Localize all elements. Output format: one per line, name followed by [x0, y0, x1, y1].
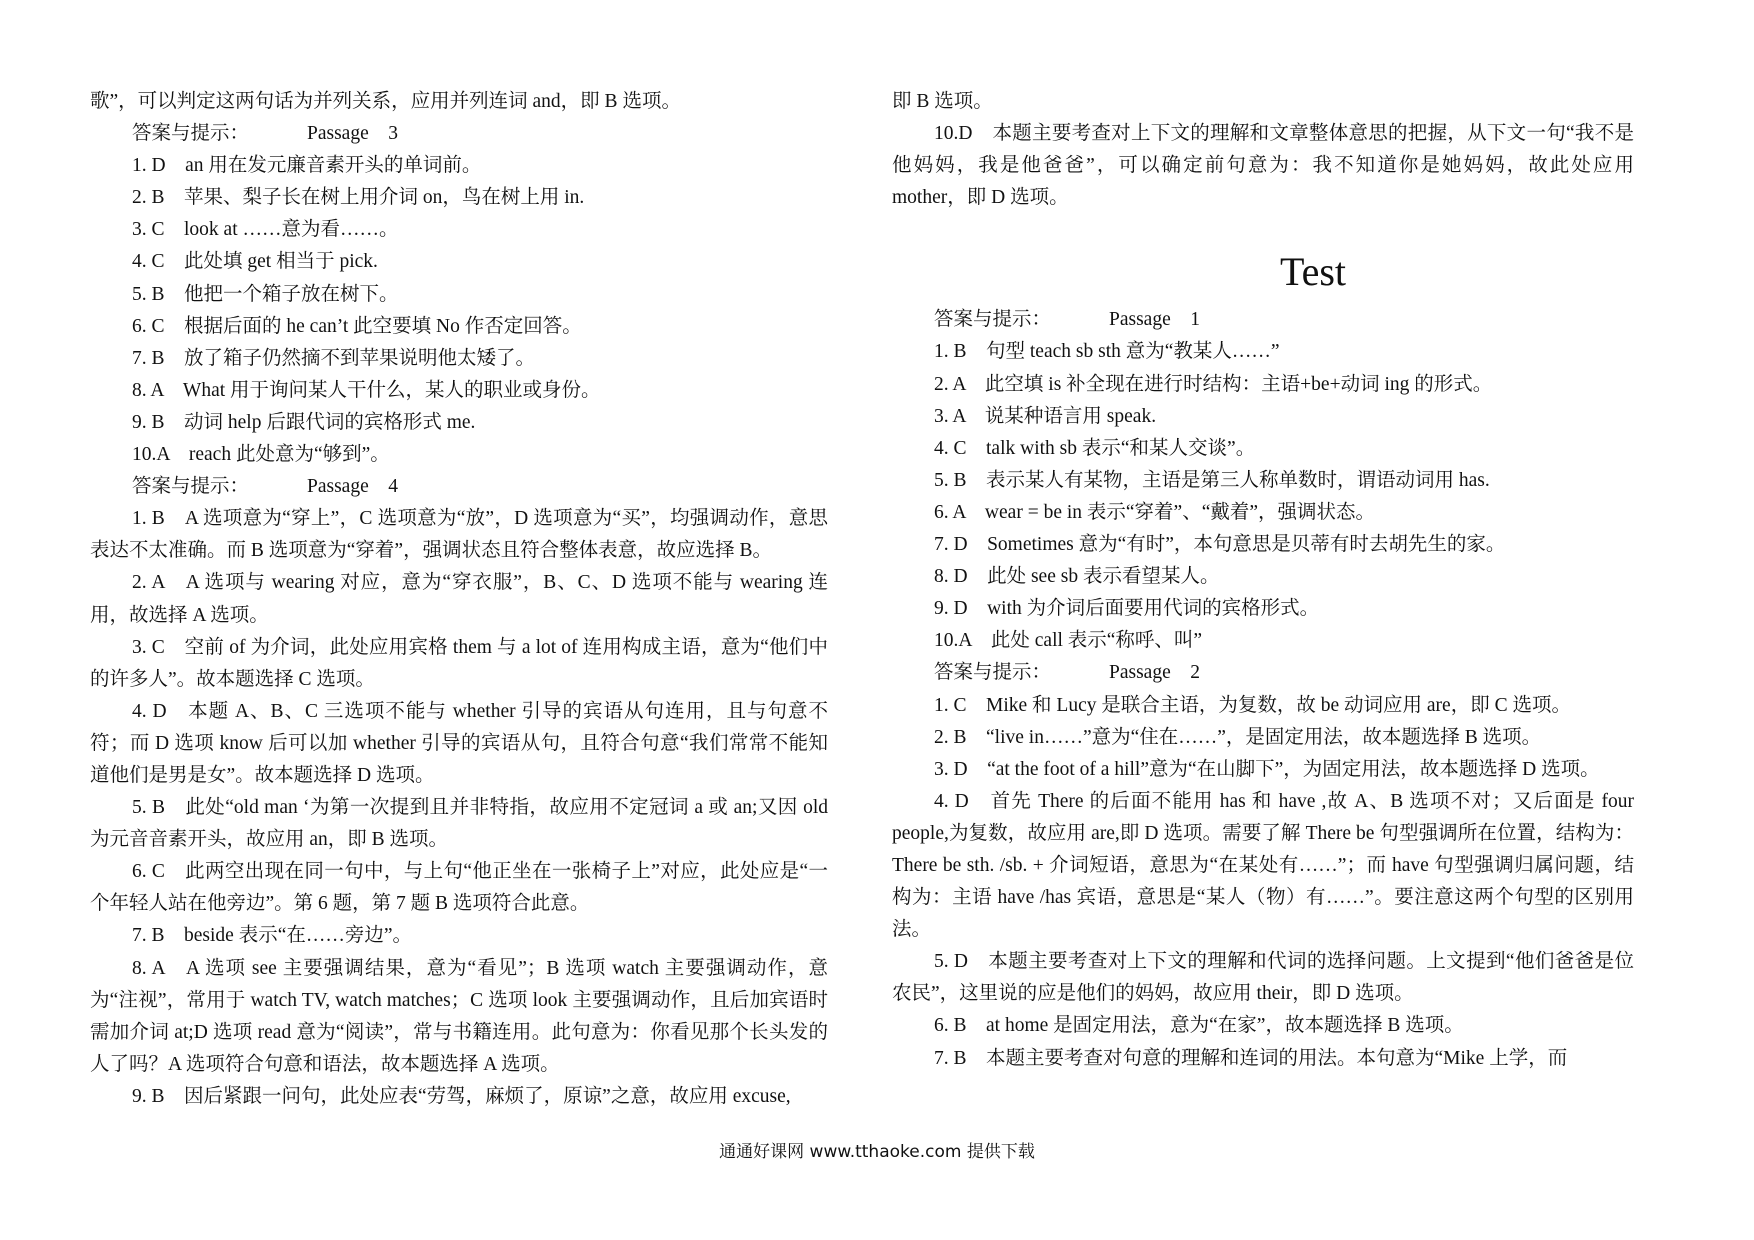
answer-paragraph: 4. D 首先 There 的后面不能用 has 和 have ,故 A、B 选项不对；又后面是 four people,为复数，故应用 are,即 D 选项。需要了解 There be 句型强调所在位置，结构为：There be sth. /sb. + 介词短语，意思为“在某处有……”；而 have 句型强调归属问题，结构为：主语 have /has 宾语，意思是“某人（物）有……”。要注意这两个句型的区别用法。 — [892, 790, 1634, 941]
heading-label: 答案与提示： — [132, 476, 250, 498]
answer-heading-passage-3 — [90, 118, 828, 150]
answer-item: 8. D 此处 see sb 表示看望某人。 — [934, 566, 1220, 588]
answer-item: 9. D with 为介词后面要用代词的宾格形式。 — [934, 598, 1320, 620]
heading-passage: Passage 1 — [1109, 309, 1200, 331]
answer-paragraph: 7. B 本题主要考查对句意的理解和连词的用法。本句意为“Mike 上学，而 — [934, 1047, 1568, 1069]
answer-item: 10.A 此处 call 表示“称呼、叫” — [934, 630, 1203, 652]
answer-paragraph: 3. C 空前 of 为介词，此处应用宾格 them 与 a lot of 连用构成主语，意为“他们中的许多人”。故本题选择 C 选项。 — [90, 636, 828, 690]
answer-item: 9. B 动词 help 后跟代词的宾格形式 me. — [132, 411, 476, 433]
answer-paragraph: 5. B 此处“old man ‘为第一次提到且并非特指，故应用不定冠词 a 或 an;又因 old 为元音音素开头，故应用 an，即 B 选项。 — [90, 797, 828, 851]
answer-item: 3. A 说某种语言用 speak. — [934, 405, 1157, 427]
answer-item: 2. B “live in……”意为“住在……”，是固定用法，故本题选择 B 选项。 — [934, 726, 1542, 748]
answer-paragraph: 4. D 本题 A、B、C 三选项不能与 whether 引导的宾语从句连用，且与句意不符；而 D 选项 know 后可以加 whether 引导的宾语从句，且符合句意“我们常常不能知道他们是男是女”。故本题选择 D 选项。 — [90, 700, 828, 786]
continuation-line: 即 B 选项。 — [892, 91, 993, 112]
answer-item: 8. A What 用于询问某人干什么，某人的职业或身份。 — [132, 379, 601, 401]
section-title: Test — [1279, 249, 1347, 295]
answer-item: 2. A 此空填 is 补全现在进行时结构：主语+be+动词 ing 的形式。 — [934, 373, 1493, 395]
heading-passage: Passage 4 — [307, 476, 398, 498]
answer-paragraph: 3. D “at the foot of a hill”意为“在山脚下”，为固定用法，故本题选择 D 选项。 — [934, 758, 1600, 780]
heading-label: 答案与提示： — [934, 662, 1052, 684]
heading-label: 答案与提示： — [934, 309, 1052, 331]
answer-paragraph: 6. B at home 是固定用法，意为“在家”，故本题选择 B 选项。 — [934, 1015, 1464, 1037]
answer-heading-passage-1 — [892, 304, 1634, 336]
answer-heading-passage-4 — [90, 471, 828, 503]
answer-item: 4. C 此处填 get 相当于 pick. — [132, 251, 378, 273]
answer-item: 1. D an 用在发元廉音素开头的单词前。 — [132, 155, 482, 177]
answer-heading-passage-2 — [892, 657, 1634, 689]
left-column — [90, 86, 828, 1113]
answer-item: 1. B 句型 teach sb sth 意为“教某人……” — [934, 341, 1280, 363]
answer-item: 5. B 他把一个箱子放在树下。 — [132, 283, 399, 305]
answer-item: 5. B 表示某人有某物，主语是第三人称单数时，谓语动词用 has. — [934, 469, 1490, 491]
answer-item: 4. C talk with sb 表示“和某人交谈”。 — [934, 437, 1256, 459]
answer-item: 2. B 苹果、梨子长在树上用介词 on，鸟在树上用 in. — [132, 187, 585, 209]
answer-paragraph: 7. B beside 表示“在……旁边”。 — [132, 925, 413, 947]
continuation-line: 歌”，可以判定这两句话为并列关系，应用并列连词 and，即 B 选项。 — [90, 91, 681, 112]
answer-paragraph: 9. B 因后紧跟一问句，此处应表“劳驾，麻烦了，原谅”之意，故应用 excuse, — [132, 1085, 791, 1107]
answer-paragraph: 1. B A 选项意为“穿上”，C 选项意为“放”，D 选项意为“买”，均强调动作，意思表达不太准确。而 B 选项意为“穿着”，强调状态且符合整体表意，故应选择 B。 — [90, 508, 828, 562]
heading-label: 答案与提示： — [132, 123, 250, 145]
right-column — [892, 86, 1634, 1075]
page-footer: 通通好课网 www.tthaoke.com 提供下载 — [719, 1142, 1035, 1162]
answer-paragraph: 2. A A 选项与 wearing 对应，意为“穿衣服”，B、C、D 选项不能与 wearing 连用，故选择 A 选项。 — [90, 572, 828, 626]
answer-item: 7. D Sometimes 意为“有时”，本句意思是贝蒂有时去胡先生的家。 — [934, 534, 1506, 556]
answer-item: 7. B 放了箱子仍然摘不到苹果说明他太矮了。 — [132, 347, 536, 369]
answer-paragraph: 8. A A 选项 see 主要强调结果，意为“看见”；B 选项 watch 主要强调动作，意为“注视”，常用于 watch TV, watch matches；C 选项 look 主要强调动作，且后加宾语时需加介词 at;D 选项 read 意为“阅读”，常与书籍连用。此句意为：你看见那个长头发的人了吗？A 选项符合句意和语法，故本题选择 A 选项。 — [90, 957, 828, 1075]
answer-paragraph: 5. D 本题主要考查对上下文的理解和代词的选择问题。上文提到“他们爸爸是位农民”，这里说的应是他们的妈妈，故应用 their，即 D 选项。 — [892, 951, 1634, 1005]
answer-paragraph: 10.D 本题主要考查对上下文的理解和文章整体意思的把握，从下文一句“我不是他妈妈，我是他爸爸”，可以确定前句意为：我不知道你是她妈妈，故此处应用 mother，即 D 选项。 — [892, 123, 1634, 209]
answer-item: 6. C 根据后面的 he can’t 此空要填 No 作否定回答。 — [132, 315, 582, 337]
heading-passage: Passage 2 — [1109, 662, 1200, 684]
answer-item: 10.A reach 此处意为“够到”。 — [132, 444, 390, 466]
answer-paragraph: 6. C 此两空出现在同一句中，与上句“他正坐在一张椅子上”对应，此处应是“一个年轻人站在他旁边”。第 6 题，第 7 题 B 选项符合此意。 — [90, 861, 828, 915]
answer-item: 6. A wear = be in 表示“穿着”、“戴着”，强调状态。 — [934, 501, 1376, 523]
heading-passage: Passage 3 — [307, 123, 398, 145]
answer-item: 3. C look at ……意为看……。 — [132, 219, 399, 241]
answer-item: 1. C Mike 和 Lucy 是联合主语，为复数，故 be 动词应用 are，即 C 选项。 — [934, 694, 1571, 716]
